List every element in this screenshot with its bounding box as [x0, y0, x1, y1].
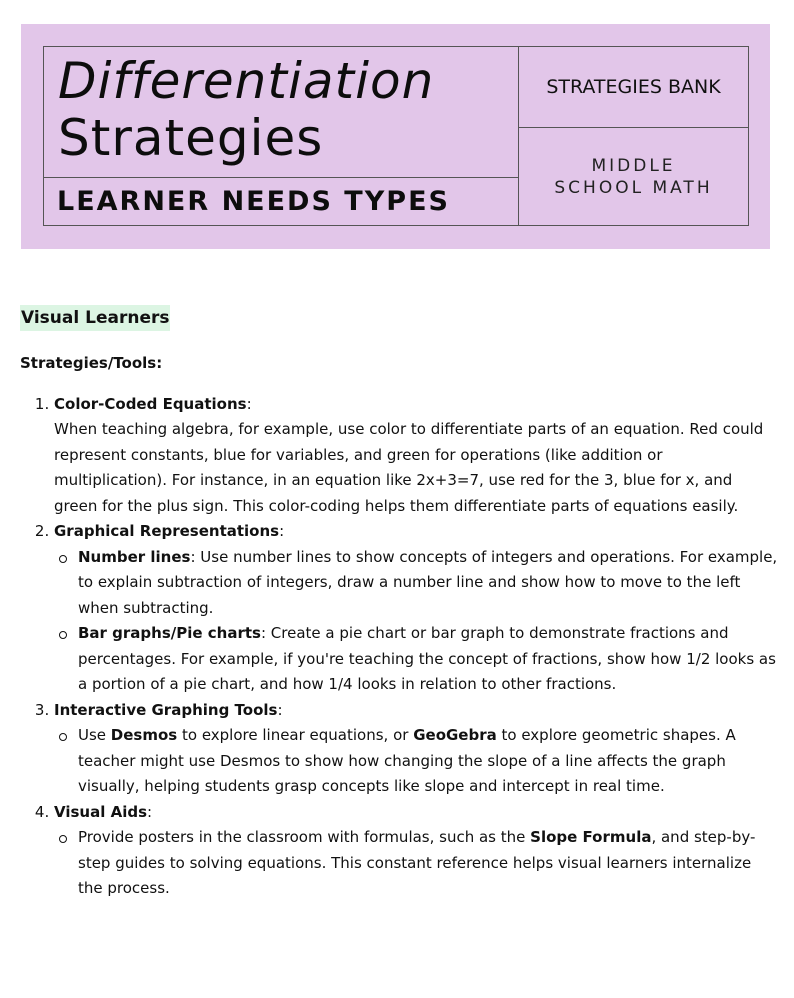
sub-list-item [78, 621, 780, 698]
list-item [54, 698, 780, 800]
bullet-text: to explore linear equations, or [177, 726, 414, 744]
sub-list-item [78, 825, 780, 902]
item-title: Interactive Graphing Tools [54, 700, 278, 719]
bullet-term: Desmos [110, 726, 178, 744]
strategy-list [20, 392, 780, 902]
item-body: When teaching algebra, for example, use color to differentiate parts of an equation. Red could represent constants, blue for variables, and green for operations (like addition or multiplication). For instance, in an equation like 2x+3=7, use red for the 3, blue for x, and green for the plus sign. This color-coding helps them differentiate parts of equations easily. [54, 420, 764, 515]
header-banner [21, 24, 770, 249]
item-title: Visual Aids [54, 802, 147, 821]
item-title: Color-Coded Equations [54, 394, 247, 413]
title-line-2: Strategies [58, 109, 324, 167]
bullet-text: : Create a pie chart or bar graph to demonstrate fractions and percentages. For example, if you're teaching the concept of fractions, show how 1/2 looks as a portion of a pie chart, and how 1/4 looks in relation to other fractions. [78, 624, 776, 693]
document-body [20, 305, 780, 902]
audience-line-1: MIDDLE [591, 155, 676, 176]
bullet-text: Use [78, 726, 111, 744]
bullet-text: , and step-by-step guides to solving equations. This constant reference helps visual learners internalize the process. [78, 828, 756, 897]
bullet-text: : Use number lines to show concepts of integers and operations. For example, to explain subtraction of integers, draw a number line and show how to move to the left when subtracting. [78, 547, 778, 617]
bullet-text: Provide posters in the classroom with formulas, such as the [78, 828, 531, 846]
sub-list-item [78, 545, 780, 622]
sub-list-item [78, 723, 780, 800]
audience-label [519, 128, 748, 225]
sub-list [54, 545, 780, 698]
section-subheading: Strategies/Tools: [20, 354, 163, 372]
sub-list [54, 723, 780, 800]
item-colon: : [277, 700, 283, 719]
info-panel [519, 47, 748, 225]
list-item [54, 519, 780, 698]
bullet-text: to explore geometric shapes. A teacher might use Desmos to show how changing the slope of a line affects the graph visually, helping students grasp concepts like slope and intercept in real time. [78, 726, 736, 795]
title-line-1: Differentiation [58, 52, 435, 110]
bullet-term: Slope Formula [530, 828, 652, 846]
bullet-term: GeoGebra [413, 726, 497, 744]
list-item [54, 392, 780, 520]
sub-list [54, 825, 780, 902]
section-heading: Visual Learners [20, 305, 170, 331]
title-panel [44, 47, 519, 225]
item-colon: : [147, 802, 153, 821]
page-subtitle: LEARNER NEEDS TYPES [44, 177, 518, 225]
header-frame [43, 46, 749, 226]
list-item [54, 800, 780, 902]
bank-label-text: STRATEGIES BANK [546, 76, 721, 98]
item-colon: : [279, 522, 285, 540]
audience-line-2: SCHOOL MATH [554, 177, 713, 198]
bullet-term: Bar graphs/Pie charts [78, 624, 261, 642]
item-colon: : [246, 394, 252, 413]
page-title [58, 53, 514, 167]
item-title: Graphical Representations [54, 522, 280, 540]
bullet-term: Number lines [78, 547, 191, 566]
bank-label [519, 47, 748, 128]
